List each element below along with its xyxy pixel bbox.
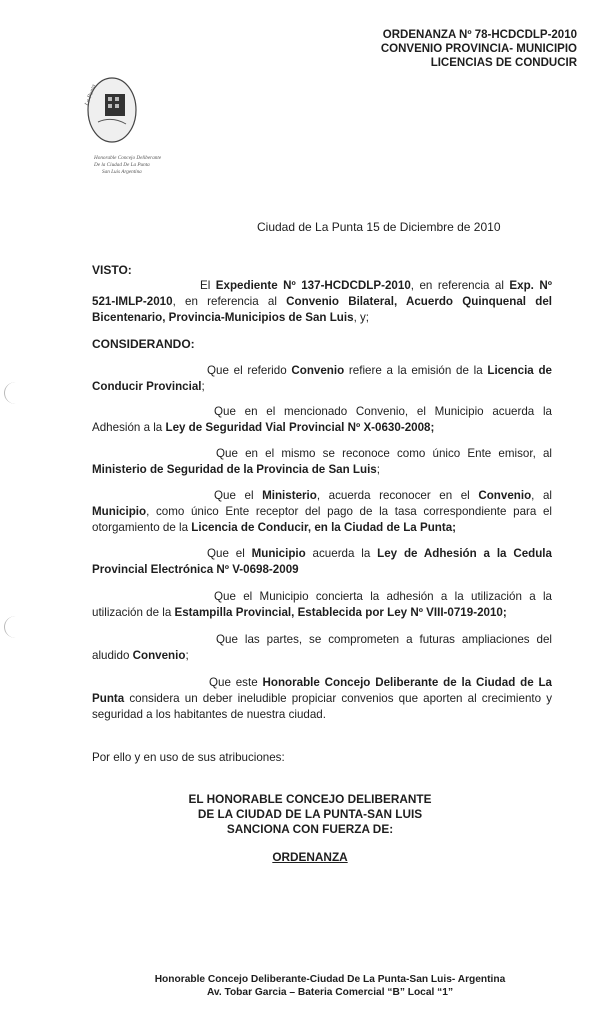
header-subject-line: CONVENIO PROVINCIA- MUNICIPIO [380,43,577,55]
ordinance-number: ORDENANZA Nº 78-HCDCDLP-2010 [382,29,577,41]
sanciona-block [120,792,500,837]
logo-caption-3: San Luis Argentina [102,169,142,175]
considerando-paragraph-5: Que el Municipio acuerda la Ley de Adhesión a la Cedula Provincial Electrónica Nº V-0698-2009 [92,547,552,576]
considerando-paragraph-8: Que este Honorable Concejo Deliberante de la Ciudad de La Punta considera un deber ineludible propiciar convenios que aporten al crecimiento y seguridad a los habitantes de nuestra ciudad. [92,676,552,721]
council-logo [78,72,174,192]
considerando-paragraph-3: Que en el mismo se reconoce como único Ente emisor, al Ministerio de Seguridad de la Provincia de San Luis; [92,447,552,476]
binder-hole-mark [4,616,27,638]
considerando-paragraph-6: Que el Municipio concierta la adhesión a la utilización a la utilización de la Estampilla Provincial, Establecida por Ley Nº VIII-0719-2010; [92,590,552,619]
footer-line-2: Av. Tobar Garcia – Bateria Comercial “B” Local “1” [206,987,454,998]
document-header [381,28,577,70]
logo-caption-2: De la Ciudad De La Punta [94,162,150,168]
council-seal-icon [78,72,174,192]
document-footer [60,973,600,999]
binder-hole-mark [4,382,27,404]
considerando-paragraph-2: Que en el mencionado Convenio, el Municipio acuerda la Adhesión a la Ley de Seguridad Vial Provincial Nº X-0630-2008; [92,405,552,434]
sanciona-line-1: EL HONORABLE CONCEJO DELIBERANTE [188,792,432,806]
considerando-paragraph-1: Que el referido Convenio refiere a la emisión de la Licencia de Conducir Provincial; [92,364,552,393]
document-date: Ciudad de La Punta 15 de Diciembre de 2010 [257,220,501,234]
considerando-heading: CONSIDERANDO: [92,337,195,351]
considerando-paragraph-7: Que las partes, se comprometen a futuras ampliaciones del aludido Convenio; [92,633,552,662]
logo-caption-1: Honorable Concejo Deliberante [94,155,162,161]
logo-arc-text: La Punta [84,83,98,107]
visto-paragraph: El Expediente Nº 137-HCDCDLP-2010, en referencia al Exp. Nº 521-IMLP-2010, en referencia al Convenio Bilateral, Acuerdo Quinquenal del Bicentenario, Provincia-Municipios de San Luis, y; [92,279,552,324]
sanciona-line-2: DE LA CIUDAD DE LA PUNTA-SAN LUIS [197,807,423,821]
sanciona-line-3: SANCIONA CON FUERZA DE: [226,822,394,836]
considerando-paragraph-4: Que el Ministerio, acuerda reconocer en el Convenio, al Municipio, como único Ente receptor del pago de la tasa correspondiente para el otorgamiento de la Licencia de Conducir, en la Ciudad de La Punta; [92,489,552,534]
header-subject-line-2: LICENCIAS DE CONDUCIR [430,57,577,69]
footer-line-1: Honorable Concejo Deliberante-Ciudad De La Punta-San Luis- Argentina [154,974,506,985]
por-ello-text: Por ello y en uso de sus atribuciones: [92,751,285,764]
ordenanza-title: ORDENANZA [272,850,348,864]
visto-heading: VISTO: [92,263,132,277]
